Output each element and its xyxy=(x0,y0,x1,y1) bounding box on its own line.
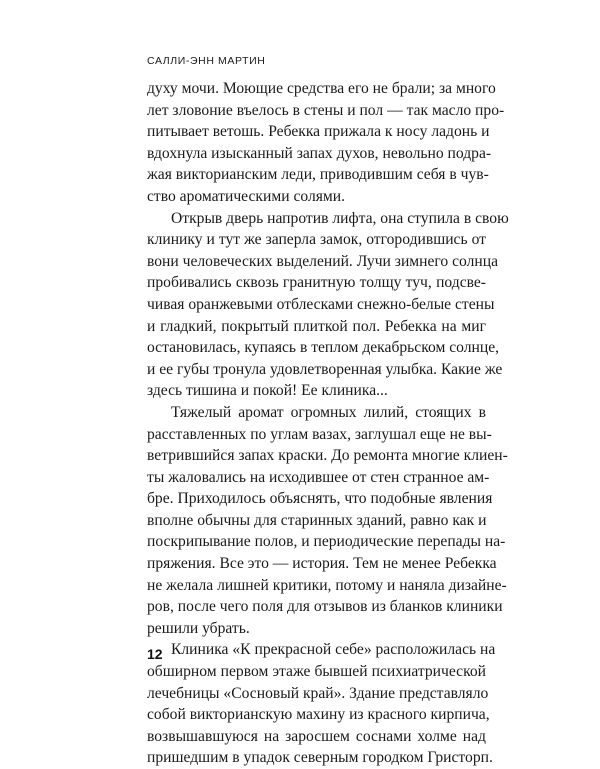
text-line: пришедшим в упадок северным городком Гристорп. xyxy=(147,749,493,767)
text-line: обширном первом этаже бывшей психиатрической xyxy=(147,663,486,681)
text-line: пробивались сквозь гранитную толщу туч, подсве- xyxy=(147,274,486,292)
text-line: и гладкий, покрытый плиткой пол. Ребекка на миг xyxy=(147,317,486,335)
text-line: возвышавшуюся на заросшем соснами холме над xyxy=(147,727,486,745)
text-line: бре. Приходилось объяснять, что подобные явления xyxy=(147,490,493,508)
text-line: Открыв дверь напротив лифта, она ступила в свою xyxy=(171,209,509,227)
text-line: Тяжелый аромат огромных лилий, стоящих в xyxy=(171,403,486,421)
text-line: жая викторианским леди, приводившим себя в чув- xyxy=(147,166,489,184)
text-line: духу мочи. Моющие средства его не брали; за много xyxy=(147,80,496,97)
running-head: САЛЛИ-ЭНН МАРТИН xyxy=(147,55,266,67)
text-line: ров, после чего поля для отзывов из бланков клиники xyxy=(147,598,503,616)
text-line: остановилась, купаясь в теплом декабрьском солнце, xyxy=(147,339,500,357)
text-line: Клиника «К прекрасной себе» расположилась на xyxy=(171,641,496,659)
text-line: ты жаловались на исходившее от стен странное ам- xyxy=(147,468,490,486)
text-line: и ее губы тронула удовлетворенная улыбка. Какие же xyxy=(147,360,503,378)
text-line: расставленных по углам вазах, заглушал еще не вы- xyxy=(147,425,492,443)
text-line: ство ароматическими солями. xyxy=(147,187,346,205)
text-line: лет зловоние въелось в стены и пол — так масло про- xyxy=(147,101,505,119)
paragraph xyxy=(147,208,509,402)
paragraph xyxy=(147,78,505,208)
text-line: чивая оранжевыми отблесками снежно-белые стены xyxy=(147,295,495,313)
text-line: вдохнула изысканный запах духов, невольно подра- xyxy=(147,144,492,162)
text-line: решили убрать. xyxy=(147,619,250,637)
text-line: клинику и тут же заперла замок, отгородившись от xyxy=(147,231,486,249)
body-text xyxy=(147,78,509,769)
text-line: питывает ветошь. Ребекка прижала к носу ладонь и xyxy=(147,123,490,141)
text-line: вони человеческих выделений. Лучи зимнего солнца xyxy=(147,252,499,270)
paragraph xyxy=(147,402,508,640)
text-line: здесь тишина и покой! Ее клиника... xyxy=(147,382,388,400)
text-line: пряжения. Все это — история. Тем не менее Ребекка xyxy=(147,555,497,573)
text-line: ветрившийся запах краски. До ремонта многие клиен- xyxy=(147,447,508,465)
page-number: 12 xyxy=(147,646,163,662)
text-line: поскрипывание полов, и периодические перепады на- xyxy=(147,533,506,551)
text-line: вполне обычны для старинных зданий, равно как и xyxy=(147,511,487,529)
text-line: лечебницы «Сосновый край». Здание представляло xyxy=(147,684,489,702)
text-line: собой викторианскую махину из красного кирпича, xyxy=(147,706,490,724)
text-line: не желала лишней критики, потому и наняла дизайне- xyxy=(147,576,507,594)
